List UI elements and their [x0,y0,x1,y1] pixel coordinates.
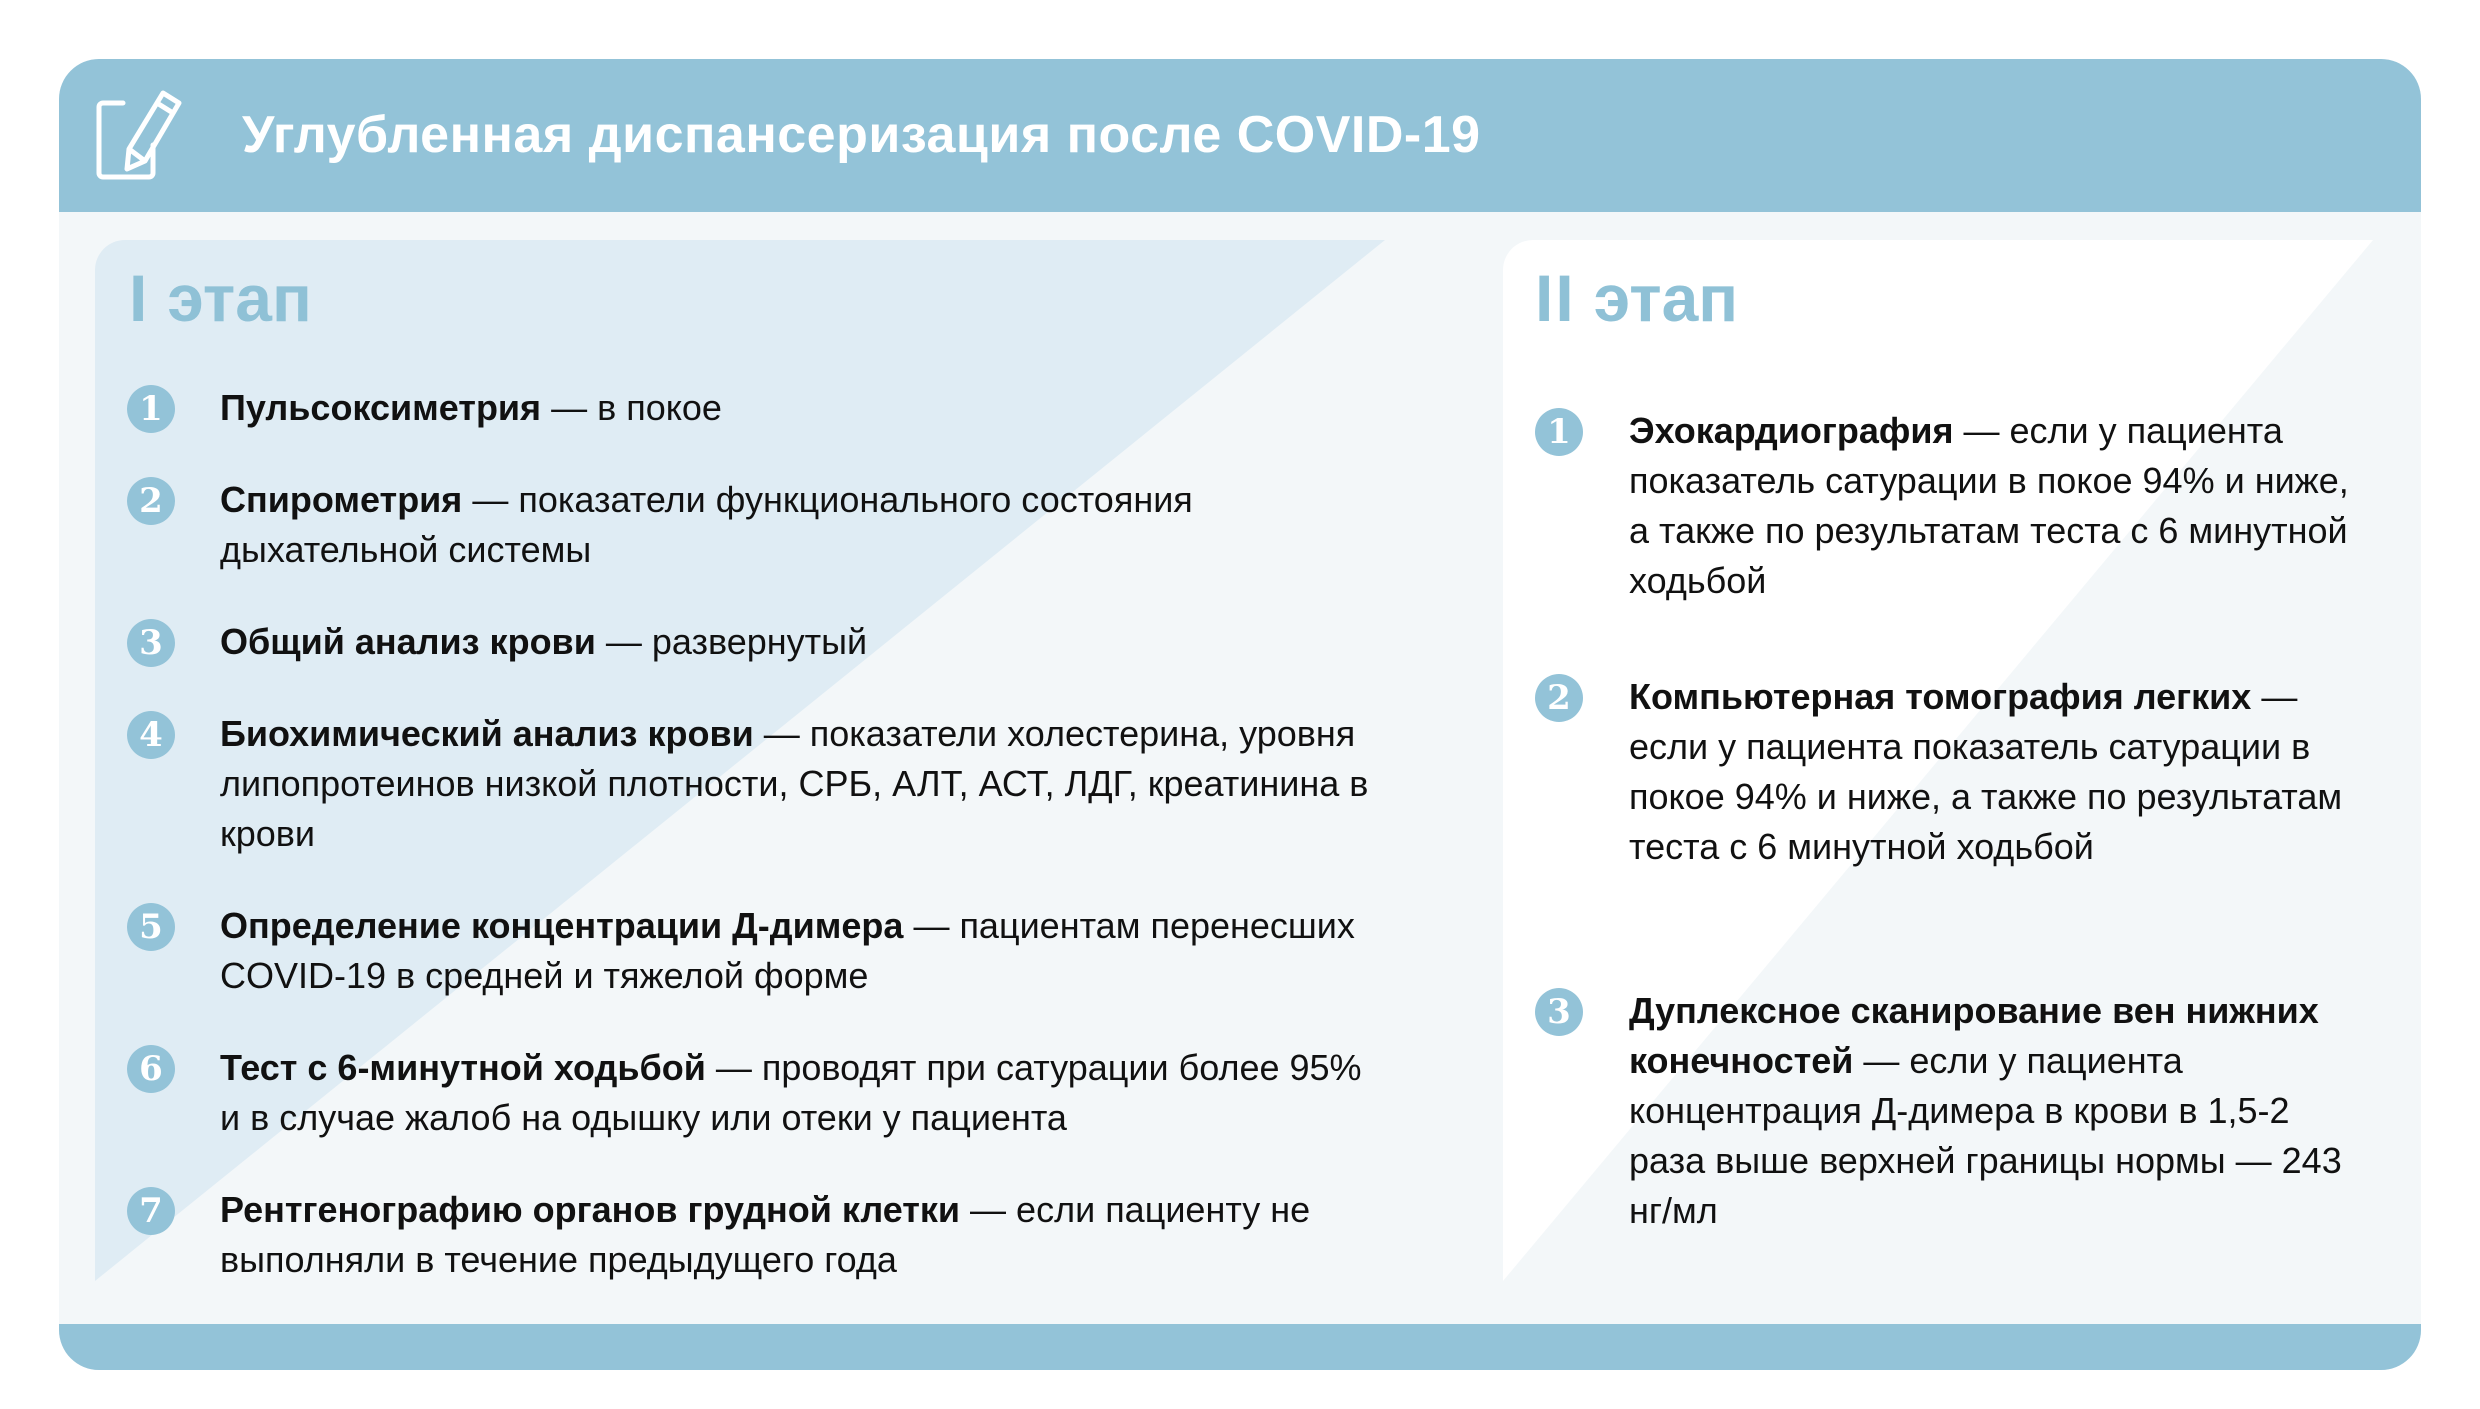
item-text: — если пациенту не выполняли в течение предыдущего года [220,1189,1311,1280]
item-title: Компьютерная томография легких [1629,676,2252,717]
list-item [139,383,1390,433]
list-item [139,475,1390,575]
item-title: Биохимический анализ крови [220,713,754,754]
item-text: — если у пациента концентрация Д-димера в крови в 1,5-2 раза выше верхней границы нормы — 243 нг/мл [1629,1040,2342,1231]
number-badge: 5 [127,903,175,951]
list-item [1547,986,2349,1236]
list-item [139,1043,1390,1143]
number-badge: 4 [127,711,175,759]
list-item [139,617,1390,667]
item-title: Дуплексное сканирование вен нижних конечностей [1629,990,2319,1081]
stage-2-panel [1503,240,2373,1281]
number-badge: 3 [127,619,175,667]
edit-icon [93,87,193,187]
list-item [139,901,1390,1001]
item-text: — показатели функционального состояния дыхательной системы [220,479,1193,570]
number-badge: 1 [127,385,175,433]
number-badge: 1 [1535,408,1583,456]
stage-roman: I [129,261,150,335]
number-badge: 7 [127,1187,175,1235]
list-item [139,1185,1390,1285]
item-text: — если у пациента показатель сатурации в покое 94% и ниже, а также по результатам теста с 6 минутной ходьбой [1629,410,2349,601]
number-badge: 2 [1535,674,1583,722]
list-item [1547,406,2349,606]
item-title: Эхокардиография [1629,410,1954,451]
item-title: Общий анализ крови [220,621,596,662]
item-text: — развернутый [595,621,868,662]
footer-band [59,1324,2421,1370]
item-text: — в покое [541,387,722,428]
item-title: Спирометрия [220,479,463,520]
stage-1-panel [95,240,1385,1281]
item-text: — если у пациента показатель сатурации в покое 94% и ниже, а также по результатам теста с 6 минутной ходьбой [1629,676,2343,867]
item-text: — пациентам перенесших COVID-19 в средней и тяжелой форме [220,905,1355,996]
number-badge: 6 [127,1045,175,1093]
item-title: Рентгенографию органов грудной клетки [220,1189,961,1230]
list-item [1547,672,2349,872]
item-title: Пульсоксиметрия [220,387,542,428]
number-badge: 3 [1535,988,1583,1036]
list-item [139,709,1390,859]
stage-1-heading [129,260,312,336]
item-text: — проводят при сатурации более 95% и в случае жалоб на одышку или отеки у пациента [220,1047,1362,1138]
page-title: Углубленная диспансеризация после COVID-19 [242,106,1481,164]
stage-label: этап [1593,261,1739,335]
stage-roman: II [1535,261,1576,335]
item-text: — показатели холестерина, уровня липопротеинов низкой плотности, СРБ, АЛТ, АСТ, ЛДГ, креатинина в крови [220,713,1369,854]
stage-2-heading [1535,260,1738,336]
item-title: Определение концентрации Д-димера [220,905,904,946]
number-badge: 2 [127,477,175,525]
header-band [59,59,2421,212]
item-title: Тест с 6-минутной ходьбой [220,1047,706,1088]
infographic-card [59,59,2421,1370]
stage-label: этап [167,261,312,335]
